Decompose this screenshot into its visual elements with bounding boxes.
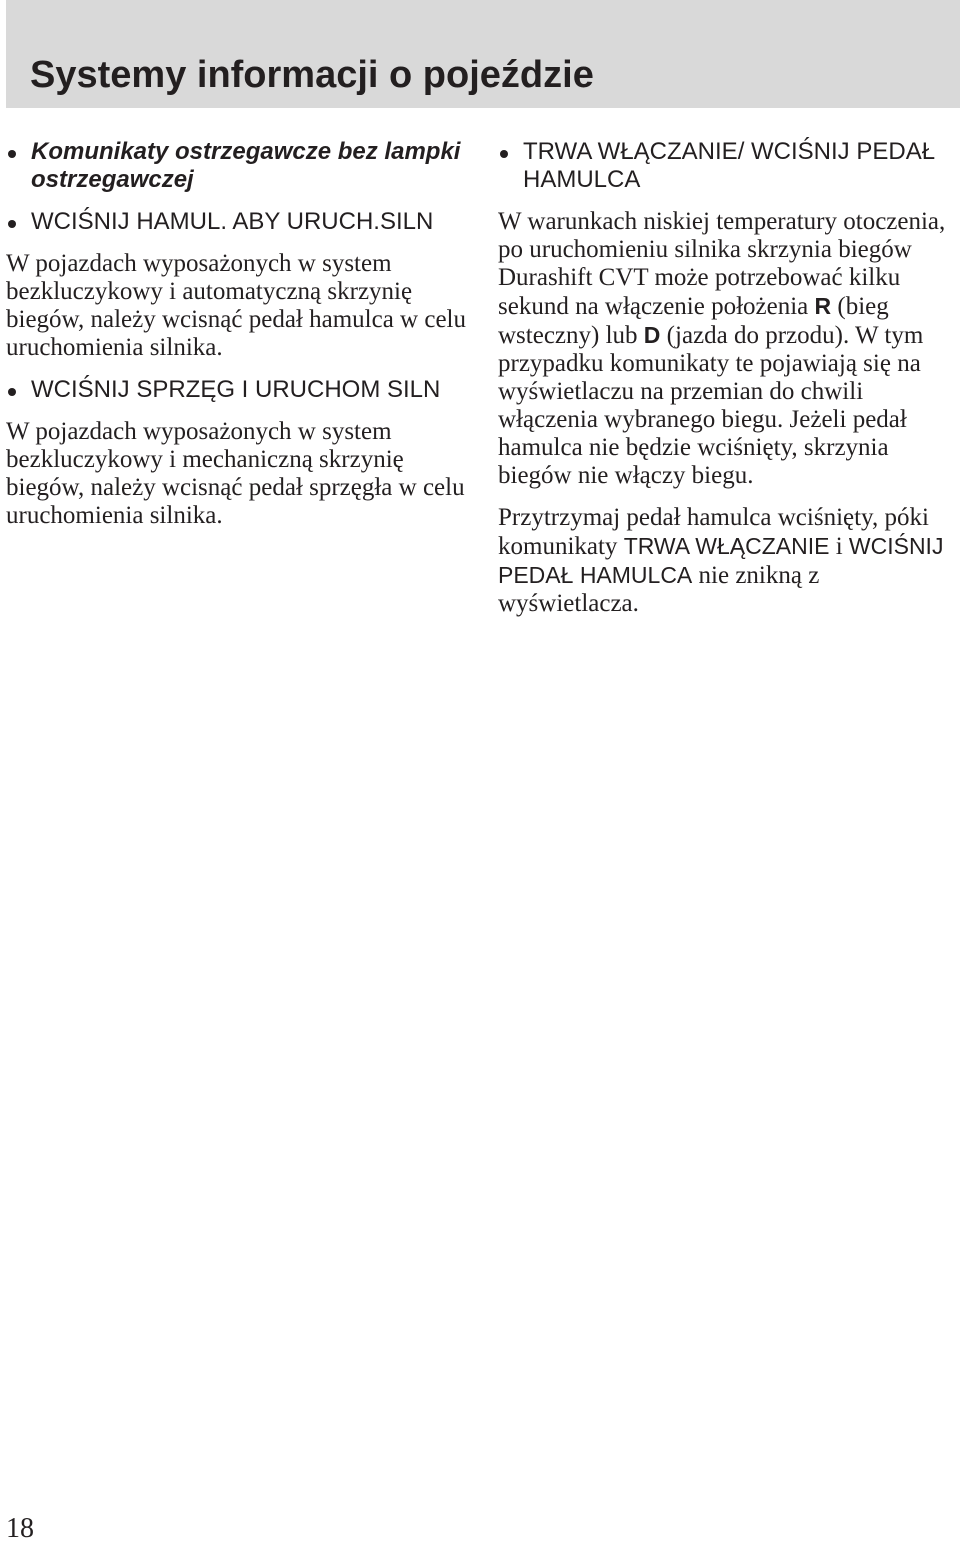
message-engaging-label: TRWA WŁĄCZANIE [623, 533, 830, 559]
bullet-dot-icon [8, 388, 16, 396]
right-column [498, 138, 954, 632]
text-segment: nie znikną z wyświetlacza. [498, 562, 820, 617]
paragraph-cvt-cold-conditions [498, 208, 954, 490]
bullet-warning-messages-heading [6, 138, 476, 194]
bullet-label: WCIŚNIJ SPRZĘG I URUCHOM SILN [31, 376, 441, 403]
bullet-label: WCIŚNIJ HAMUL. ABY URUCH.SILN [31, 208, 434, 235]
text-segment: Przytrzymaj pedał hamulca wciśnięty, póki komunikaty [498, 504, 929, 560]
bullet-dot-icon [8, 150, 16, 158]
paragraph-hold-brake [498, 504, 954, 618]
paragraph-automatic-gearbox: W pojazdach wyposażonych w system bezkluczykowy i automatyczną skrzynię biegów, należy wcisnąć pedał hamulca w celu uruchomienia silnika. [6, 250, 466, 361]
bullet-dot-icon [8, 220, 16, 228]
bullet-dot-icon [500, 150, 508, 158]
text-segment: W warunkach niskiej temperatury otoczenia, po uruchomieniu silnika skrzynia biegów Durashift CVT może potrzebować kilku sekund na włączenie położenia [498, 208, 946, 320]
bullet-engaging-press-brake-message [498, 138, 954, 194]
left-column [6, 138, 476, 544]
message-press-brake-label: WCIŚNIJ PEDAŁ HAMULCA [498, 533, 944, 588]
paragraph-manual-gearbox: W pojazdach wyposażonych w system bezkluczykowy i mechaniczną skrzynię biegów, należy wcisnąć pedał sprzęgła w celu uruchomienia silnika. [6, 418, 465, 529]
bullet-label: Komunikaty ostrzegawcze bez lampki ostrzegawczej [31, 138, 461, 193]
page-number: 18 [6, 1513, 34, 1544]
bullet-press-brake-message [6, 208, 476, 236]
bullet-press-clutch-message [6, 376, 476, 404]
bullet-label: TRWA WŁĄCZANIE/ WCIŚNIJ PEDAŁ HAMULCA [523, 138, 936, 193]
gear-r-label: R [814, 293, 832, 319]
page-title: Systemy informacji o pojeździe [30, 54, 594, 96]
text-segment: (bieg wsteczny) lub [498, 293, 889, 349]
text-segment: (jazda do przodu). W tym przypadku komunikaty te pojawiają się na wyświetlaczu na przemian do chwili włączenia wybranego biegu. Jeżeli pedał hamulca nie będzie wciśnięty, skrzynia biegów nie włączy biegu. [498, 322, 924, 489]
gear-d-label: D [643, 322, 661, 348]
text-segment: i [829, 533, 849, 560]
